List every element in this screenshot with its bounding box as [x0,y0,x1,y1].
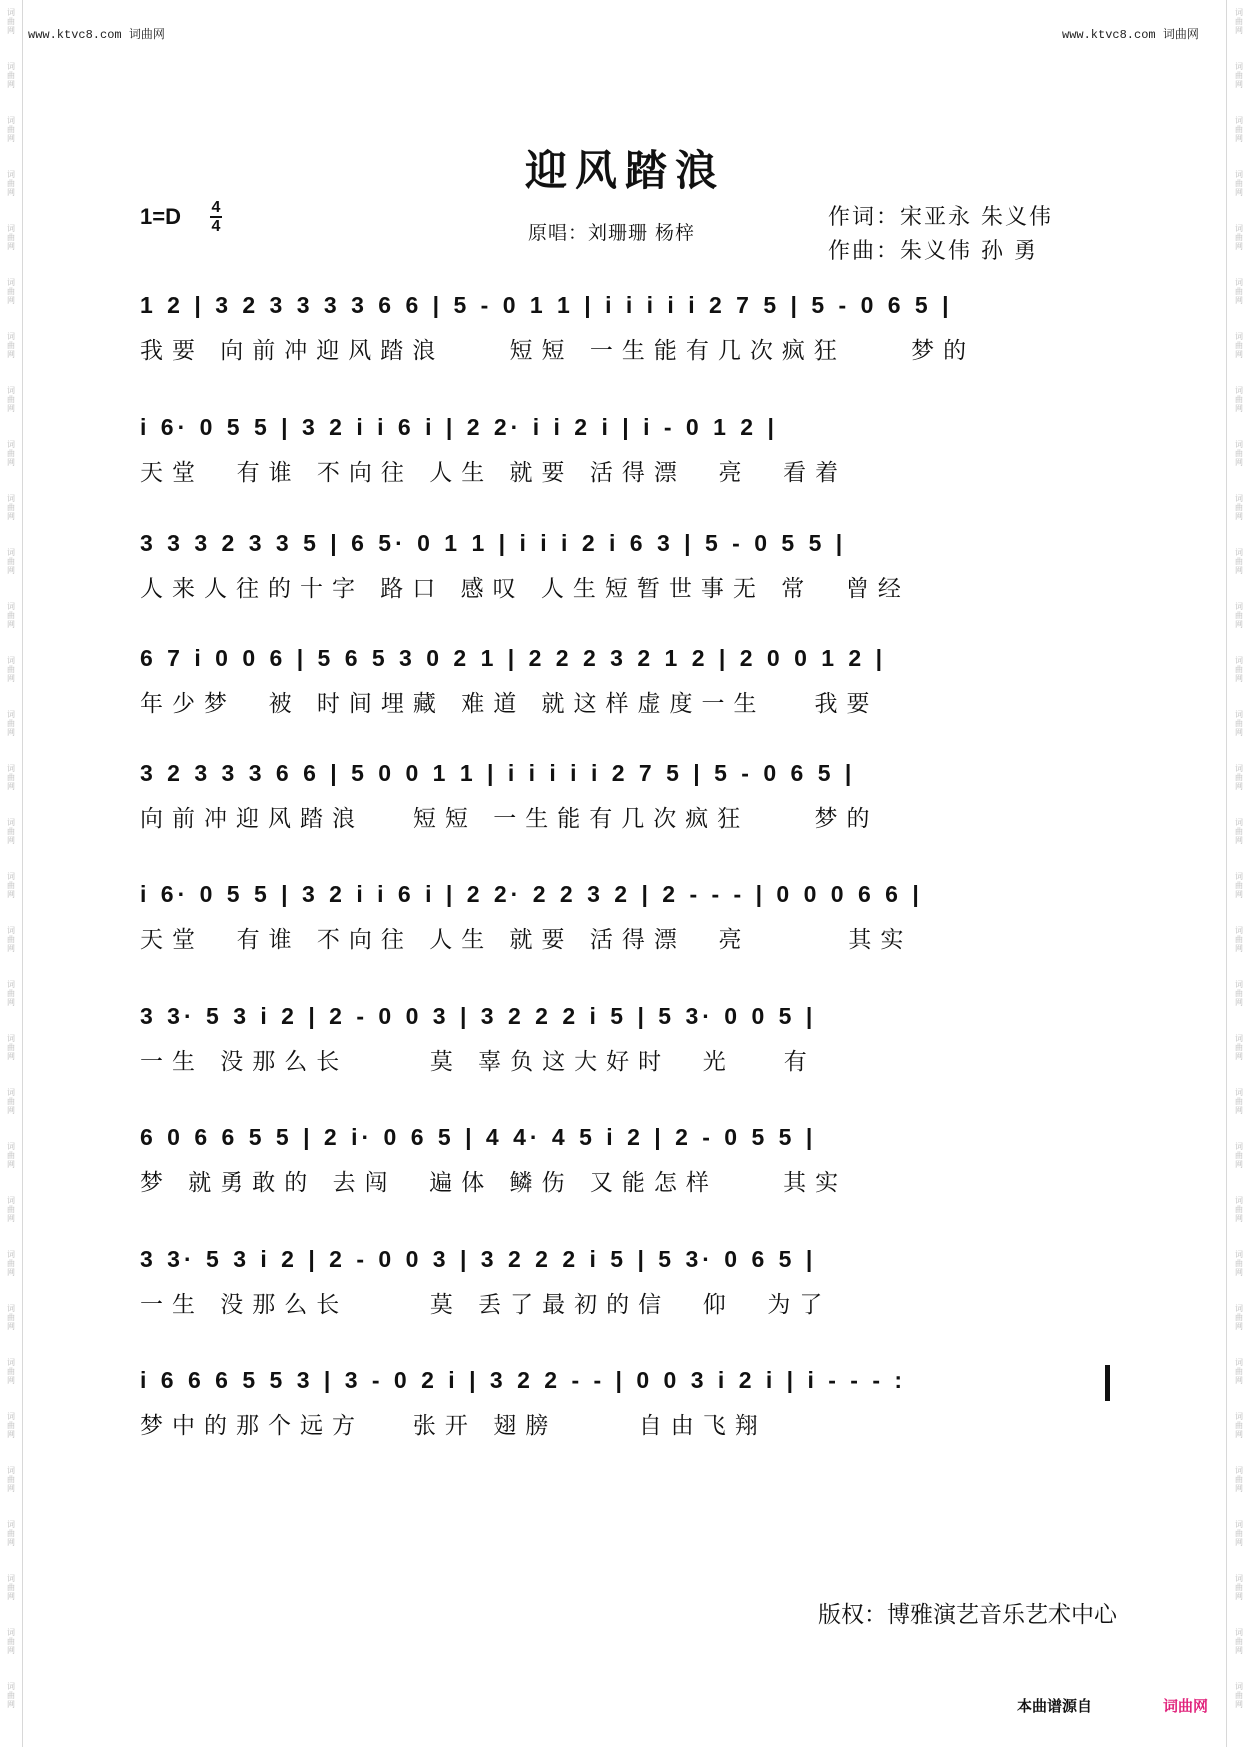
left-margin-line [22,0,23,1747]
watermark-mark: 词曲网 [7,332,15,359]
watermark-mark: 词曲网 [7,926,15,953]
lyrics-line: 一生 没那么长 莫 丢了最初的信 仰 为了 [140,1292,832,1318]
watermark-mark: 词曲网 [7,602,15,629]
watermark-mark: 词曲网 [7,1088,15,1115]
source-brand-logo: 词曲网 [1163,1697,1209,1715]
watermark-mark: 词曲网 [7,1466,15,1493]
lyrics-line: 年少梦 被 时间埋藏 难道 就这样虚度一生 我要 [140,691,879,717]
watermark-mark: 词曲网 [1235,1682,1243,1709]
watermark-mark: 词曲网 [7,8,15,35]
watermark-mark: 词曲网 [1235,980,1243,1007]
watermark-mark: 词曲网 [1235,1142,1243,1169]
watermark-mark: 词曲网 [7,440,15,467]
watermark-mark: 词曲网 [7,170,15,197]
watermark-mark: 词曲网 [7,1628,15,1655]
watermark-mark: 词曲网 [7,1196,15,1223]
copyright-notice: 版权：博雅演艺音乐艺术中心 [818,1602,1117,1628]
watermark-mark: 词曲网 [7,710,15,737]
watermark-mark: 词曲网 [7,278,15,305]
notation-line: i 6 6 6 5 5 3 | 3 - 0 2 i | 3 2 2 - - | 0 0 3 i 2 i | i - - - : [140,1367,907,1393]
watermark-mark: 词曲网 [1235,224,1243,251]
song-title: 迎风踏浪 [524,146,725,195]
watermark-mark: 词曲网 [1235,602,1243,629]
watermark-mark: 词曲网 [7,224,15,251]
watermark-mark: 词曲网 [1235,1358,1243,1385]
lyrics-line: 向前冲迎风踏浪 短短 一生能有几次疯狂 梦的 [140,806,879,832]
watermark-mark: 词曲网 [7,116,15,143]
watermark-mark: 词曲网 [1235,1628,1243,1655]
watermark-mark: 词曲网 [1235,926,1243,953]
watermark-mark: 词曲网 [1235,1412,1243,1439]
watermark-mark: 词曲网 [1235,1520,1243,1547]
watermark-mark: 词曲网 [1235,818,1243,845]
watermark-mark: 词曲网 [7,1034,15,1061]
composer-credit: 作曲：朱义伟 孙 勇 [828,239,1038,264]
notation-line: i 6· 0 5 5 | 3 2 i i 6 i | 2 2· i i 2 i | i - 0 1 2 | [140,414,778,440]
watermark-mark: 词曲网 [7,1520,15,1547]
watermark-mark: 词曲网 [1235,872,1243,899]
watermark-mark: 词曲网 [7,818,15,845]
watermark-mark: 词曲网 [1235,494,1243,521]
watermark-mark: 词曲网 [1235,1304,1243,1331]
final-barline [1105,1365,1110,1401]
notation-line: 6 0 6 6 5 5 | 2 i· 0 6 5 | 4 4· 4 5 i 2 | 2 - 0 5 5 | [140,1124,817,1150]
watermark-mark: 词曲网 [1235,1196,1243,1223]
notation-line: 6 7 i 0 0 6 | 5 6 5 3 0 2 1 | 2 2 2 3 2 1 2 | 2 0 0 1 2 | [140,645,887,671]
lyrics-line: 梦中的那个远方 张开 翅膀 自由飞翔 [140,1413,767,1439]
watermark-mark: 词曲网 [7,1142,15,1169]
watermark-mark: 词曲网 [1235,1250,1243,1277]
right-margin-line [1226,0,1227,1747]
watermark-mark: 词曲网 [7,1250,15,1277]
notation-line: i 6· 0 5 5 | 3 2 i i 6 i | 2 2· 2 2 3 2 | 2 - - - | 0 0 0 6 6 | [140,881,923,907]
site-url-right: www.ktvc8.com 词曲网 [1062,27,1199,42]
watermark-mark: 词曲网 [1235,1574,1243,1601]
left-watermark-strip [0,0,22,1747]
watermark-mark: 词曲网 [1235,170,1243,197]
lyrics-line: 天堂 有谁 不向往 人生 就要 活得漂 亮 看着 [140,460,848,486]
source-label: 本曲谱源自 [1017,1697,1093,1715]
lyrics-line: 我要 向前冲迎风踏浪 短短 一生能有几次疯狂 梦的 [140,338,976,364]
watermark-mark: 词曲网 [1235,278,1243,305]
watermark-mark: 词曲网 [1235,548,1243,575]
notation-line: 3 3· 5 3 i 2 | 2 - 0 0 3 | 3 2 2 2 i 5 | 5 3· 0 0 5 | [140,1003,817,1029]
notation-line: 3 3· 5 3 i 2 | 2 - 0 0 3 | 3 2 2 2 i 5 | 5 3· 0 6 5 | [140,1246,817,1272]
watermark-mark: 词曲网 [1235,8,1243,35]
notation-line: 3 3 3 2 3 3 5 | 6 5· 0 1 1 | i i i 2 i 6 3 | 5 - 0 5 5 | [140,530,847,556]
watermark-mark: 词曲网 [1235,764,1243,791]
watermark-mark: 词曲网 [7,1682,15,1709]
watermark-mark: 词曲网 [7,62,15,89]
notation-line: 3 2 3 3 3 6 6 | 5 0 0 1 1 | i i i i i 2 7 5 | 5 - 0 6 5 | [140,760,856,786]
right-watermark-strip [1228,0,1250,1747]
watermark-mark: 词曲网 [7,764,15,791]
notation-line: 1 2 | 3 2 3 3 3 3 6 6 | 5 - 0 1 1 | i i i i i 2 7 5 | 5 - 0 6 5 | [140,292,953,318]
original-singer: 原唱：刘珊珊 杨梓 [528,222,696,244]
site-url-left: www.ktvc8.com 词曲网 [28,27,165,42]
lyrics-line: 梦 就勇敢的 去闯 遍体 鳞伤 又能怎样 其实 [140,1170,848,1196]
watermark-mark: 词曲网 [1235,116,1243,143]
watermark-mark: 词曲网 [7,548,15,575]
lyricist-credit: 作词：宋亚永 朱义伟 [828,205,1053,230]
watermark-mark: 词曲网 [1235,62,1243,89]
watermark-mark: 词曲网 [1235,710,1243,737]
time-signature-top: 4 [211,199,221,216]
watermark-mark: 词曲网 [7,1574,15,1601]
watermark-mark: 词曲网 [7,980,15,1007]
watermark-mark: 词曲网 [1235,1088,1243,1115]
watermark-mark: 词曲网 [7,1358,15,1385]
time-signature-bottom: 4 [211,217,221,235]
watermark-mark: 词曲网 [1235,440,1243,467]
watermark-mark: 词曲网 [7,386,15,413]
watermark-mark: 词曲网 [1235,332,1243,359]
watermark-mark: 词曲网 [1235,656,1243,683]
lyrics-line: 人来人往的十字 路口 感叹 人生短暂世事无 常 曾经 [140,576,910,602]
time-signature [210,200,222,234]
watermark-mark: 词曲网 [7,872,15,899]
lyrics-line: 一生 没那么长 莫 辜负这大好时 光 有 [140,1049,816,1075]
watermark-mark: 词曲网 [7,1412,15,1439]
lyrics-line: 天堂 有谁 不向往 人生 就要 活得漂 亮 其实 [140,927,913,953]
key-signature: 1=D [140,204,181,229]
watermark-mark: 词曲网 [7,1304,15,1331]
watermark-mark: 词曲网 [7,656,15,683]
watermark-mark: 词曲网 [7,494,15,521]
watermark-mark: 词曲网 [1235,386,1243,413]
watermark-mark: 词曲网 [1235,1034,1243,1061]
watermark-mark: 词曲网 [1235,1466,1243,1493]
